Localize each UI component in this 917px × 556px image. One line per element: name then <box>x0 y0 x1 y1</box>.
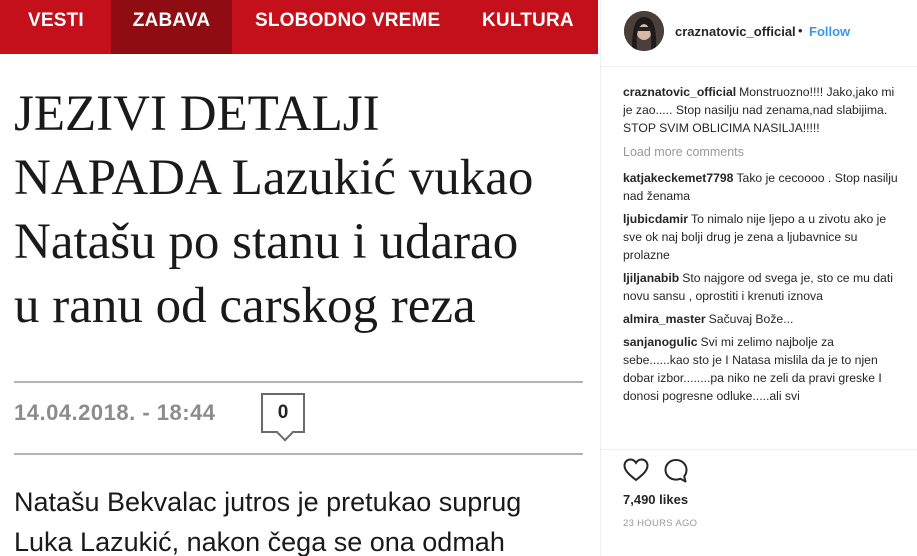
comment-text: Svi mi zelimo najbolje za sebe......kao sto je I Natasa mislila da je to njen dobar izbor........pa niko ne zeli da pravi greske I donosi pogresne odluke.....ali svi <box>623 335 882 403</box>
actions-divider <box>601 449 917 450</box>
follow-button[interactable]: Follow <box>809 24 851 39</box>
headline-line: Natašu po stanu i udarao <box>14 214 519 270</box>
heart-icon[interactable] <box>623 458 649 487</box>
comment-text: Tako je cecoooo . Stop nasilju nad ženama <box>623 171 898 203</box>
list-item <box>623 310 903 328</box>
comment-username[interactable]: craznatovic_official <box>623 85 737 99</box>
divider-bottom <box>14 453 583 455</box>
likes-count[interactable]: 7,490 likes <box>623 492 689 507</box>
headline-line: NAPADA Lazukić vukao <box>14 150 534 206</box>
list-item <box>623 269 903 305</box>
list-item <box>623 169 903 205</box>
comment-icon[interactable] <box>663 458 689 489</box>
post-header <box>601 0 917 66</box>
comments-list[interactable] <box>623 83 903 446</box>
comment-text: Monstruozno!!!! Jako,jako mi je zao..... Stop nasilju nad zenama,nad slabijima. STOP SVIM OBLICIMA NASILJA!!!!! <box>623 85 895 135</box>
article-date: 14.04.2018. - 18:44 <box>14 400 216 425</box>
avatar-photo <box>624 11 664 51</box>
divider-top <box>14 381 583 383</box>
comment-username[interactable]: almira_master <box>623 312 706 326</box>
article-lead <box>14 482 600 556</box>
post-timestamp: 23 HOURS AGO <box>623 518 698 529</box>
article-headline <box>14 82 594 338</box>
lead-line: Luka Lazukić, nakon čega se ona odmah <box>14 527 505 556</box>
nav-item-vesti[interactable]: VESTI <box>28 10 84 31</box>
comment-text: Sto najgore od svega je, sto ce mu dati novu sansu , oprostiti i krenuti iznova <box>623 271 893 303</box>
header-divider <box>601 66 917 67</box>
nav-item-slobodno-vreme[interactable]: SLOBODNO VREME <box>255 10 441 31</box>
lead-line: Natašu Bekvalac jutros je pretukao suprug <box>14 487 522 517</box>
nav-item-zabava[interactable]: ZABAVA <box>111 0 232 54</box>
comment-text: Sačuvaj Bože... <box>708 312 794 326</box>
header-username[interactable]: craznatovic_official <box>675 24 796 39</box>
comment-username[interactable]: ljubicdamir <box>623 212 689 226</box>
comment-text: To nimalo nije ljepo a u zivotu ako je sve ok naj bolji drug je zena a ljubavnice su prolazne <box>623 212 887 262</box>
avatar[interactable] <box>624 11 664 51</box>
caption <box>623 83 903 137</box>
separator-dot: • <box>798 23 803 38</box>
instagram-panel <box>600 0 917 556</box>
nav-item-kultura[interactable]: KULTURA <box>482 10 574 31</box>
comment-count-badge[interactable]: 0 <box>261 393 305 433</box>
load-more-comments-link[interactable]: Load more comments <box>623 145 744 159</box>
comment-username[interactable]: sanjanogulic <box>623 335 698 349</box>
list-item <box>623 333 903 405</box>
comment-username[interactable]: ljiljanabib <box>623 271 680 285</box>
headline-line: u ranu od carskog reza <box>14 278 476 334</box>
site-navbar <box>0 0 598 54</box>
comment-username[interactable]: katjakeckemet7798 <box>623 171 734 185</box>
headline-line: JEZIVI DETALJI <box>14 86 380 142</box>
list-item <box>623 210 903 264</box>
